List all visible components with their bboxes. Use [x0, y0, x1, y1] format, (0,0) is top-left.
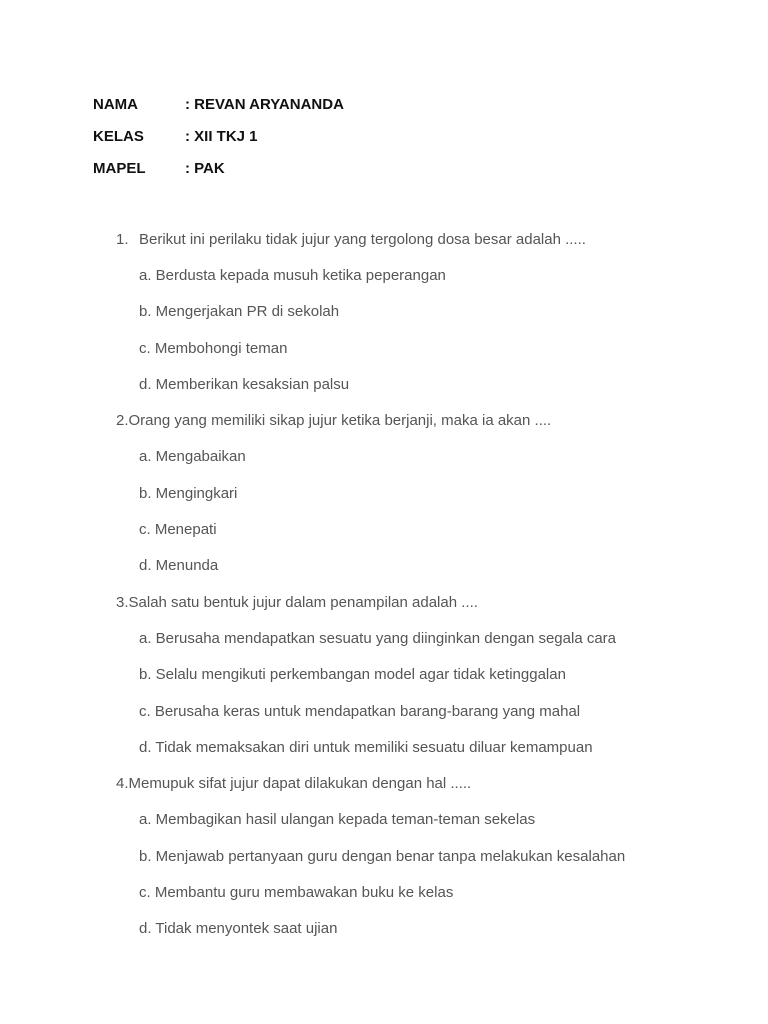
header-label: MAPEL [93, 159, 146, 177]
question-2-option-c: c. Menepati [139, 521, 217, 539]
question-2-option-b: b. Mengingkari [139, 484, 238, 502]
question-4-option-a: a. Membagikan hasil ulangan kepada teman-teman sekelas [139, 811, 536, 829]
question-number: 2. [116, 412, 129, 430]
question-2 [116, 402, 756, 438]
question-text: Orang yang memiliki sikap jujur ketika berjanji, maka ia akan .... [128, 412, 552, 430]
question-4-option-b: b. Menjawab pertanyaan guru dengan benar tanpa melakukan kesalahan [139, 847, 626, 865]
question-text: Salah satu bentuk jujur dalam penampilan adalah .... [128, 593, 478, 611]
header-label: KELAS [93, 127, 144, 145]
question-number: 3. [116, 593, 129, 611]
question-3-option-b: b. Selalu mengikuti perkembangan model agar tidak ketinggalan [139, 666, 566, 684]
question-3-option-a: a. Berusaha mendapatkan sesuatu yang diinginkan dengan segala cara [139, 629, 617, 647]
question-text: Berikut ini perilaku tidak jujur yang tergolong dosa besar adalah ..... [139, 230, 586, 248]
question-3 [116, 584, 756, 620]
student-info-header [93, 88, 344, 184]
question-4 [116, 765, 756, 801]
question-3-option-d: d. Tidak memaksakan diri untuk memiliki sesuatu diluar kemampuan [139, 738, 593, 756]
question-2-option-d: d. Menunda [139, 557, 219, 575]
header-value: : PAK [185, 159, 225, 177]
question-list [116, 221, 756, 947]
question-text: Memupuk sifat jujur dapat dilakukan dengan hal ..... [128, 775, 472, 793]
question-1-option-c: c. Membohongi teman [139, 339, 288, 357]
question-1-option-b: b. Mengerjakan PR di sekolah [139, 303, 340, 321]
question-number: 1. [116, 230, 129, 248]
question-1-option-d: d. Memberikan kesaksian palsu [139, 375, 350, 393]
question-1-option-a: a. Berdusta kepada musuh ketika peperangan [139, 266, 446, 284]
header-row-mapel [93, 152, 344, 184]
header-value: : REVAN ARYANANDA [185, 95, 344, 113]
header-label: NAMA [93, 95, 138, 113]
question-1 [116, 221, 756, 257]
question-4-option-d: d. Tidak menyontek saat ujian [139, 920, 338, 938]
question-4-option-c: c. Membantu guru membawakan buku ke kelas [139, 883, 454, 901]
question-2-option-a: a. Mengabaikan [139, 448, 246, 466]
header-value: : XII TKJ 1 [185, 127, 258, 145]
header-row-kelas [93, 120, 344, 152]
question-number: 4. [116, 775, 129, 793]
header-row-nama [93, 88, 344, 120]
question-3-option-c: c. Berusaha keras untuk mendapatkan barang-barang yang mahal [139, 702, 581, 720]
